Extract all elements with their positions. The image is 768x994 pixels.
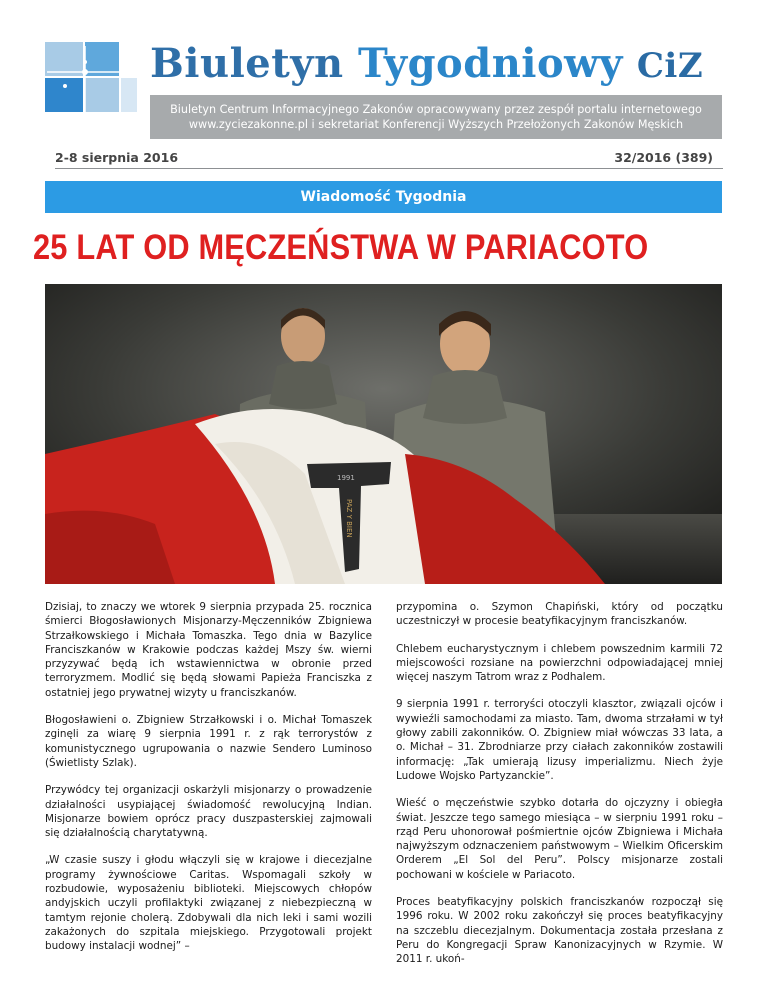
cross-year: 1991 bbox=[337, 474, 355, 482]
masthead-subtitle-line1: Biuletyn Centrum Informacyjnego Zakonów opracowywany przez zespół portalu internetowego bbox=[170, 103, 702, 116]
masthead-subtitle bbox=[150, 95, 722, 139]
article-column-right bbox=[396, 600, 723, 980]
masthead-subtitle-line2: www.zyciezakonne.pl i sekretariat Konferencji Wyższych Przełożonych Zakonów Męskich bbox=[188, 118, 684, 131]
article-paragraph: Wieść o męczeństwie szybko dotarła do ojczyzny i obiegła świat. Jeszcze tego samego miesiąca – w sierpniu 1991 roku – rząd Peru uhonorował pośmiertnie ojców Zbigniewa i Michała najwyższym odznaczeniem państwowym – Wielkim Oficerskim Orderem „El Sol del Peru”. Polscy misjonarze zostali pochowani w kościele w Pariacoto. bbox=[396, 797, 723, 881]
issue-info-row bbox=[55, 150, 723, 169]
masthead-title-word2: Tygodniowy bbox=[357, 40, 623, 87]
section-banner: Wiadomość Tygodnia bbox=[45, 181, 722, 213]
masthead-abbr: CiZ bbox=[636, 46, 704, 86]
article-paragraph: przypomina o. Szymon Chapiński, który od początku uczestniczył w procesie beatyfikacyjnym franciszkanów. bbox=[396, 601, 723, 628]
article-paragraph: „W czasie suszy i głodu włączyli się w krajowe i diecezjalne programy żywnościowe Caritas. Wspomagali szkoły w rozbudowie, wyposażeniu biblioteki. Miejscowych chłopów andyjskich uczyli profilaktyki związanej z niebezpieczną w tamtym rejonie cholerą. Zdobywali dla nich leki i sami wozili zakażonych do szpitala miejskiego. Przygotowali projekt budowy instalacji wodnej” – bbox=[45, 854, 372, 953]
article-paragraph: Chlebem eucharystycznym i chlebem powszednim karmili 72 miejscowości rozsiane na powierzchni odpowiadającej mniej więcej naszym Tatrom wraz z Podhalem. bbox=[396, 642, 723, 684]
masthead-title bbox=[150, 40, 703, 87]
article-paragraph: Dzisiaj, to znaczy we wtorek 9 sierpnia przypada 25. rocznica śmierci Błogosławionych Misjonarzy-Męczenników Zbigniewa Strzałkowskiego i Michała Tomaszka. Tego dnia w Bazylice Franciszkanów w Krakowie podczas każdej Mszy św. wierni przyzywać będą ich wstawiennictwa w obronie przed terroryzmem. Modlić się będą słowami Papieża Franciszka z ostatniej jego prywatnej wizyty u franciszkanów. bbox=[45, 601, 372, 699]
article-photo bbox=[45, 284, 722, 584]
article-paragraph: Błogosławieni o. Zbigniew Strzałkowski i o. Michał Tomaszek zginęli za wiarę 9 sierpnia 1991 r. z rąk terrorystów z komunistycznego ugrupowania o nazwie Sendero Luminoso (Świetlisty Szlak). bbox=[45, 714, 372, 769]
article-paragraph: 9 sierpnia 1991 r. terroryści otoczyli klasztor, związali ojców i wywieźli samochodami za miasto. Tam, dwoma strzałami w tył głowy zabili zakonników. O. Zbigniew miał wówczas 33 lata, a o. Michał – 31. Zbrodniarze przy ciałach zakonników zostawili informację: „Tak umierają lizusy imperializmu. Niech żyje Ludowe Wojsko Partyzanckie”. bbox=[396, 698, 723, 782]
article-headline: 25 LAT OD MĘCZEŃSTWA W PARIACOTO bbox=[33, 228, 649, 267]
issue-number: 32/2016 (389) bbox=[614, 150, 713, 165]
article-paragraph: Przywódcy tej organizacji oskarżyli misjonarzy o prowadzenie działalności usypiającej świadomość rewolucyjną Indian. Misjonarze bowiem oprócz pracy duszpasterskiej zajmowali się działalnością charytatywną. bbox=[45, 784, 372, 840]
article-column-left bbox=[45, 600, 372, 967]
cross-text: PAZ Y BIEN bbox=[345, 499, 353, 538]
article-paragraph: Proces beatyfikacyjny polskich franciszkanów rozpoczął się 1996 roku. W 2002 roku zakończył się proces beatyfikacyjny na szczeblu diecezjalnym. Dokumentacja została przesłana z Peru do Kongregacji Spraw Kanonizacyjnych w Rzymie. W 2011 r. ukoń- bbox=[396, 896, 723, 966]
masthead-title-word1: Biuletyn bbox=[150, 40, 344, 87]
issue-date: 2-8 sierpnia 2016 bbox=[55, 150, 179, 165]
logo-icon bbox=[45, 42, 137, 122]
